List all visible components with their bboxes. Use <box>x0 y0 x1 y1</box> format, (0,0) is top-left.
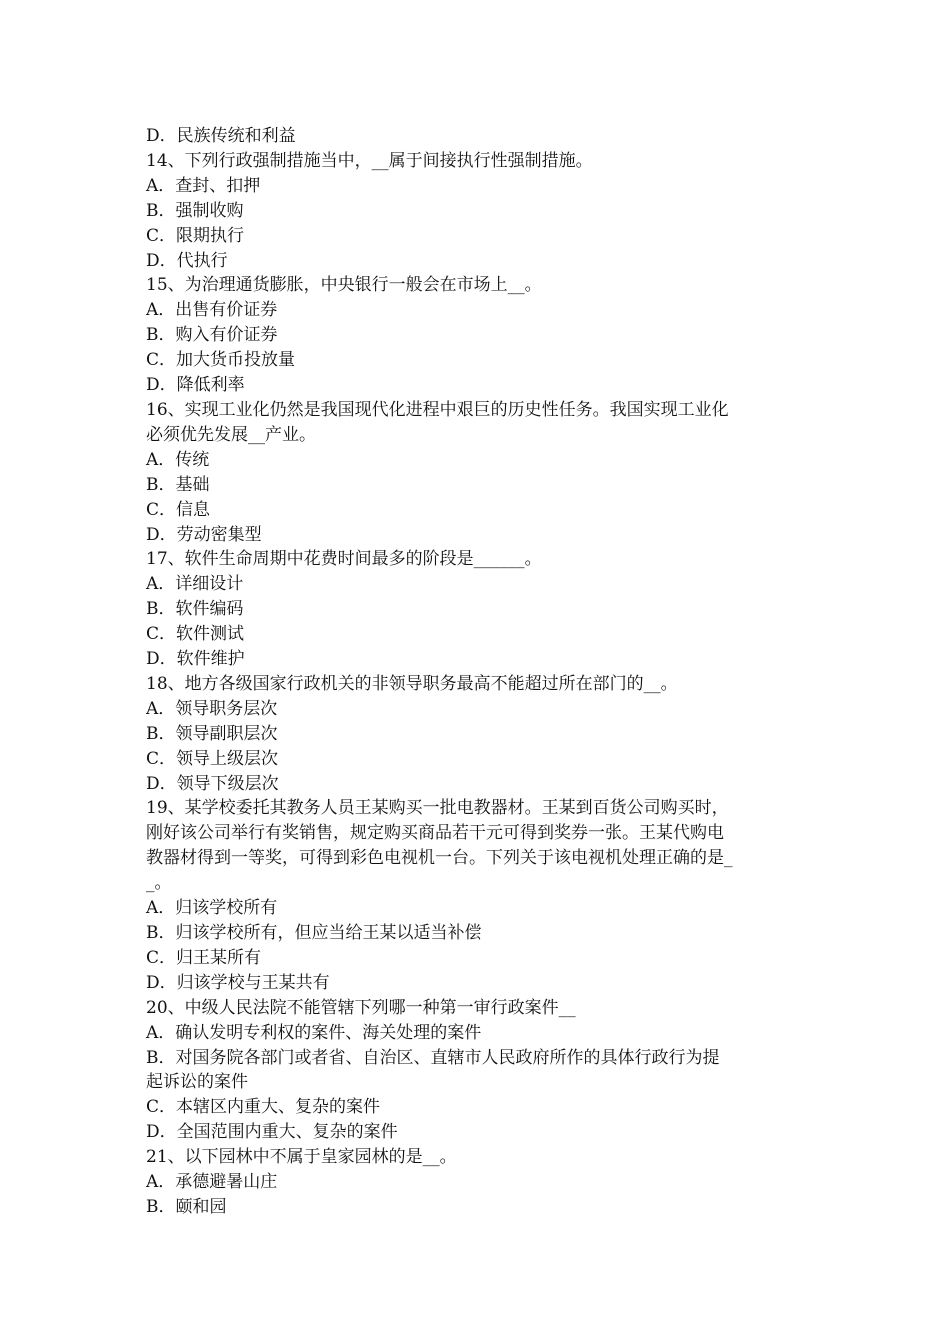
question-17: 17、软件生命周期中花费时间最多的阶段是______。 <box>146 549 542 570</box>
question-18: 18、地方各级国家行政机关的非领导职务最高不能超过所在部门的__。 <box>146 673 678 694</box>
option-line: C．信息 <box>146 499 211 520</box>
option-line: B．购入有价证券 <box>146 325 278 346</box>
document-body <box>146 124 810 1220</box>
question-16-cont: 必须优先发展__产业。 <box>146 424 316 445</box>
option-line: A．承德避暑山庄 <box>146 1172 278 1193</box>
option-line: C．领导上级层次 <box>146 748 279 769</box>
option-line: A．详细设计 <box>146 574 244 595</box>
question-19-cont: 刚好该公司举行有奖销售，规定购买商品若干元可得到奖券一张。王某代购电 <box>146 823 724 844</box>
option-line: C．归王某所有 <box>146 947 262 968</box>
question-19: 19、某学校委托其教务人员王某购买一批电教器材。王某到百货公司购买时， <box>146 798 729 819</box>
option-line: B．软件编码 <box>146 599 244 620</box>
option-line: B．基础 <box>146 474 210 495</box>
option-line: A．归该学校所有 <box>146 898 278 919</box>
question-21: 21、以下园林中不属于皇家园林的是__。 <box>146 1147 457 1168</box>
option-line-cont: 起诉讼的案件 <box>146 1072 248 1093</box>
option-line: A．领导职务层次 <box>146 698 278 719</box>
option-line: B．颐和园 <box>146 1196 227 1217</box>
option-line: A．确认发明专利权的案件、海关处理的案件 <box>146 1022 482 1043</box>
option-line: C．本辖区内重大、复杂的案件 <box>146 1097 381 1118</box>
text-line: D．民族传统和利益 <box>146 126 296 146</box>
option-line: A．传统 <box>146 449 210 470</box>
question-16: 16、实现工业化仍然是我国现代化进程中艰巨的历史性任务。我国实现工业化 <box>146 399 729 420</box>
question-15: 15、为治理通货膨胀，中央银行一般会在市场上__。 <box>146 275 542 296</box>
option-line: D．降低利率 <box>146 375 245 396</box>
option-line: B．对国务院各部门或者省、自治区、直辖市人民政府所作的具体行政行为提 <box>146 1047 720 1068</box>
option-line: D．代执行 <box>146 250 228 271</box>
option-line: D．归该学校与王某共有 <box>146 972 330 993</box>
option-line: B．归该学校所有，但应当给王某以适当补偿 <box>146 923 482 943</box>
question-19-cont: _。 <box>146 873 172 894</box>
option-line: D．领导下级层次 <box>146 773 279 794</box>
option-line: C．软件测试 <box>146 624 245 645</box>
option-line: A．出售有价证券 <box>146 300 278 321</box>
option-line: D．软件维护 <box>146 649 245 670</box>
question-19-cont: 教器材得到一等奖，可得到彩色电视机一台。下列关于该电视机处理正确的是_ <box>146 848 733 869</box>
option-line: D．劳动密集型 <box>146 524 262 545</box>
option-line: D．全国范围内重大、复杂的案件 <box>146 1122 398 1143</box>
question-20: 20、中级人民法院不能管辖下列哪一种第一审行政案件__ <box>146 997 576 1018</box>
option-line: C．限期执行 <box>146 225 245 246</box>
question-14: 14、下列行政强制措施当中，__属于间接执行性强制措施。 <box>146 150 593 171</box>
option-line: A．查封、扣押 <box>146 175 261 196</box>
option-line: B．强制收购 <box>146 200 244 221</box>
option-line: C．加大货币投放量 <box>146 350 296 371</box>
option-line: B．领导副职层次 <box>146 723 278 744</box>
